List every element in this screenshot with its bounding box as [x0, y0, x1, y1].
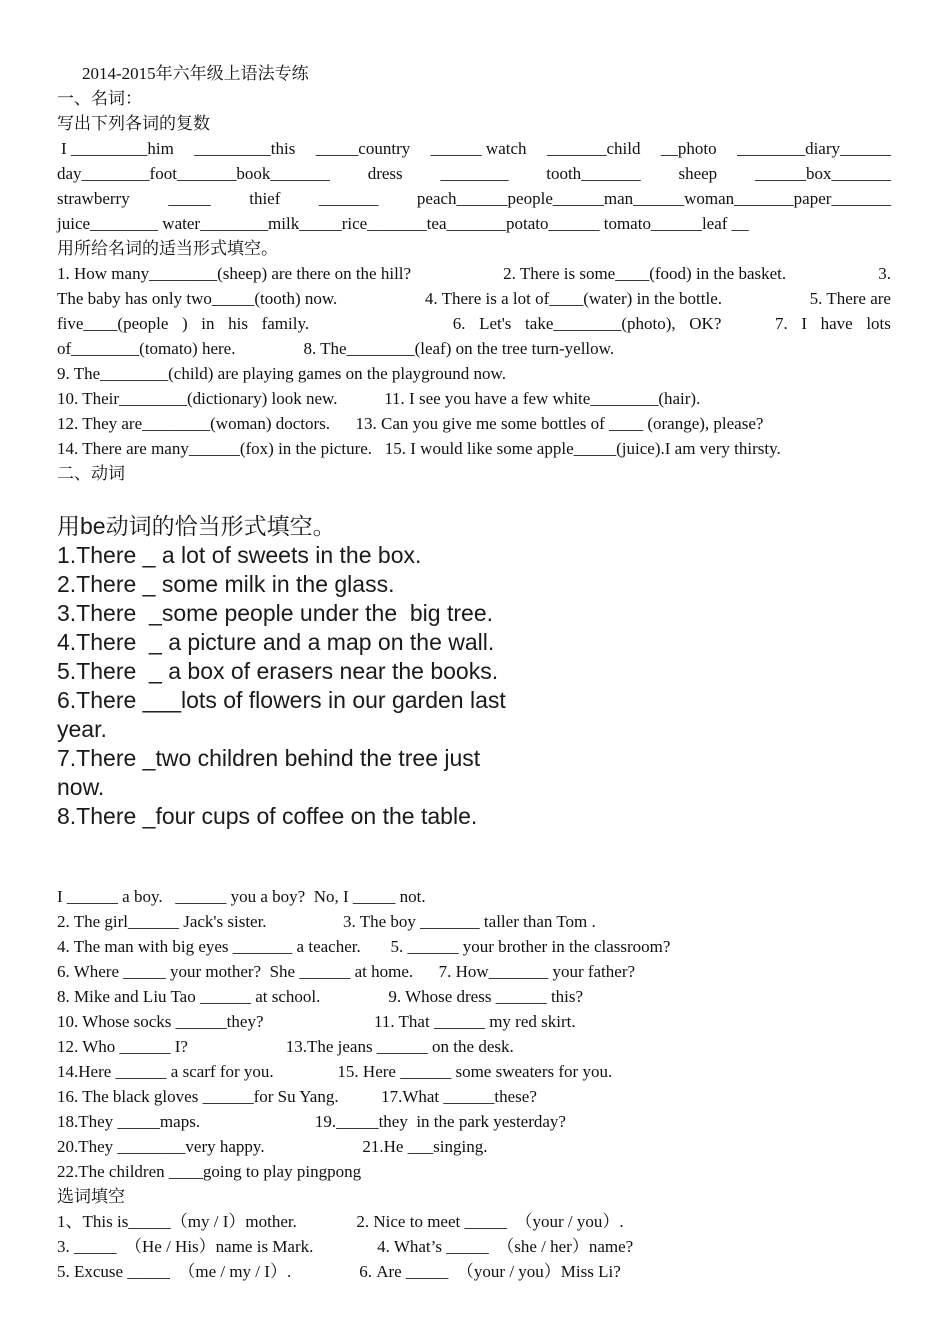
plural-instruction: 写出下列各词的复数 [57, 114, 210, 133]
verb-line: 22.The children ____going to play pingpong [57, 1162, 362, 1181]
worksheet-title: 2014-2015年六年级上语法专练 [82, 64, 309, 83]
be-verb-item: year. [57, 716, 107, 742]
fill-line-12: 12. They are________(woman) doctors. 13. Can you give me some bottles of ____ (orange), please? [57, 414, 764, 433]
be-verb-item: 8.There _four cups of coffee on the table. [57, 803, 478, 829]
fill-line-9: 9. The________(child) are playing games on the playground now. [57, 364, 506, 383]
fill-line-10: 10. Their________(dictionary) look new. 11. I see you have a few white________(hair). [57, 389, 701, 408]
be-verb-item: 3.There _some people under the big tree. [57, 600, 494, 626]
fill-instruction: 用所给名词的适当形式填空。 [57, 239, 278, 258]
plural-row-3: strawberry _____ thief _______ peach______people______man______woman_______paper_______ [57, 189, 891, 208]
verb-line: 4. The man with big eyes _______ a teacher. 5. ______ your brother in the classroom? [57, 937, 671, 956]
choice-line: 3. _____ （He / His）name is Mark. 4. What’s _____ （she / her）name? [57, 1237, 634, 1256]
choice-line: 5. Excuse _____ （me / my / I）. 6. Are _____ （your / you）Miss Li? [57, 1262, 621, 1281]
section-choice-heading: 选词填空 [57, 1187, 125, 1206]
verb-line: 14.Here ______ a scarf for you. 15. Here ______ some sweaters for you. [57, 1062, 613, 1081]
verb-line: 2. The girl______ Jack's sister. 3. The boy _______ taller than Tom . [57, 912, 596, 931]
be-verb-item: 2.There _ some milk in the glass. [57, 571, 395, 597]
fill-row-1: 1. How many________(sheep) are there on the hill? 2. There is some____(food) in the basket. 3. [57, 264, 891, 283]
fill-row-4: of________(tomato) here. 8. The________(leaf) on the tree turn-yellow. [57, 339, 615, 358]
verb-line: 8. Mike and Liu Tao ______ at school. 9. Whose dress ______ this? [57, 987, 584, 1006]
verb-line: 10. Whose socks ______they? 11. That ______ my red skirt. [57, 1012, 576, 1031]
be-verb-item: 6.There ___lots of flowers in our garden last [57, 687, 506, 713]
be-verb-exercise-image [57, 512, 547, 831]
be-verb-item: 4.There _ a picture and a map on the wall. [57, 629, 495, 655]
be-verb-item: now. [57, 774, 105, 800]
verb-line: 20.They ________very happy. 21.He ___singing. [57, 1137, 488, 1156]
verb-line: 18.They _____maps. 19._____they in the park yesterday? [57, 1112, 566, 1131]
verb-line: 12. Who ______ I? 13.The jeans ______ on the desk. [57, 1037, 514, 1056]
fill-row-3: five____(people ) in his family. 6. Let's take________(photo), OK? 7. I have lots [57, 314, 891, 333]
be-verb-item: 1.There _ a lot of sweets in the box. [57, 542, 422, 568]
choice-line: 1、This is_____（my / I）mother. 2. Nice to meet _____ （your / you）. [57, 1212, 624, 1231]
fill-line-14: 14. There are many______(fox) in the picture. 15. I would like some apple_____(juice).I am very thirsty. [57, 439, 781, 458]
fill-row-2: The baby has only two_____(tooth) now. 4. There is a lot of____(water) in the bottle. 5. There are [57, 289, 891, 308]
be-verb-item: 7.There _two children behind the tree just [57, 745, 481, 771]
plural-row-1: I _________him _________this _____country ______ watch _______child __photo ________diary______ [61, 139, 891, 158]
plural-row-2: day________foot_______book_______ dress ________ tooth_______ sheep ______box_______ [57, 164, 891, 183]
section-nouns-heading: 一、名词： [57, 89, 142, 108]
section-verbs-heading: 二、动词 [57, 464, 125, 483]
verb-line: 6. Where _____ your mother? She ______ at home. 7. How_______ your father? [57, 962, 636, 981]
be-verb-title: 用be动词的恰当形式填空。 [57, 513, 336, 539]
be-verb-item: 5.There _ a box of erasers near the books. [57, 658, 499, 684]
verb-line: 16. The black gloves ______for Su Yang. 17.What ______these? [57, 1087, 537, 1106]
verb-line: I ______ a boy. ______ you a boy? No, I _____ not. [57, 887, 426, 906]
plural-row-4: juice________ water________milk_____rice_______tea_______potato______ tomato______leaf __ [57, 214, 749, 233]
